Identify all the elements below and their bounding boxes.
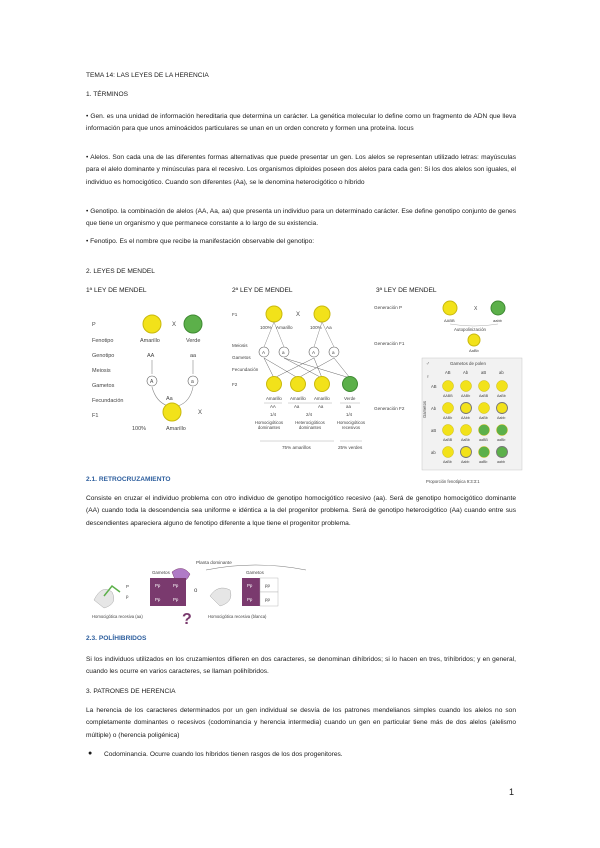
fig2-geno-2: Aa: [294, 404, 300, 409]
fig2-geno-3: Aa: [318, 404, 324, 409]
fig3-f1-label: AaBb: [469, 348, 479, 353]
punnett-genotype: AABb: [443, 416, 453, 420]
fig2-aa-right: Aa: [326, 325, 332, 330]
pea-yellow-parent: [143, 315, 161, 333]
punnett-genotype: AaBb: [497, 394, 506, 398]
punnett-pea: [479, 425, 490, 436]
fig1-amarillo-label: Amarillo: [140, 338, 160, 344]
punnett-pea: [461, 403, 472, 414]
punnett-genotype: AaBb: [479, 416, 488, 420]
fig3-table-header: Gametos de polen: [450, 361, 486, 366]
fig4-cell-r-2: Pp: [247, 597, 253, 602]
fig1-pct: 100%: [132, 426, 147, 432]
fig2-x: X: [296, 312, 301, 318]
fig1-AA: AA: [147, 353, 155, 359]
section-leyes-heading: 2. LEYES DE MENDEL: [86, 268, 155, 275]
punnett-genotype: AaBb: [461, 438, 470, 442]
fig2-pct-right: 100%: [310, 325, 322, 330]
punnett-genotype: AABb: [461, 394, 471, 398]
fig1-gamete-a: a: [191, 379, 194, 385]
punnett-genotype: Aabb: [461, 460, 470, 464]
fig4-top: Planta dominante: [196, 560, 232, 565]
fig2-label-homo-rec: Homocigóticos recesivos: [336, 420, 366, 430]
punnett-genotype: AABB: [443, 394, 453, 398]
patrones-text: La herencia de los caracteres determinados por un gen individual se desvía de los patrones mendelianos simples cuando los alelos no son completamente dominantes o recesivos (codominancia y herencia intermedia) cuando un gen en particular tiene más de dos alelos (alelismo múltiple) o (herencia poligénica): [86, 707, 516, 739]
fig3-row-1: Ab: [431, 406, 437, 411]
fig1-row-fecundacion: Fecundación: [92, 398, 124, 404]
doc-title: TEMA 14: LAS LEYES DE LA HERENCIA: [86, 72, 209, 79]
fig4-or: o: [194, 588, 198, 594]
fig2-bottom-1: Amarillo: [266, 396, 282, 401]
fig2-bottom-4: Verde: [344, 396, 356, 401]
term-genotipo: • Genotipo. la combinación de alelos (AA, Aa, aa) que presenta un individuo para un determinado carácter. Ese define genotipo conjunto de genes que tiene un organismo y que permanece constante a lo largo de su existencia.: [86, 208, 516, 228]
term-alelos: • Alelos. Son cada una de las diferentes formas alternativas que puede presentar un gen. Los alelos se representan utilizado letras: mayúsculas para el alelo dominante y minúsculas para el recesivo. Los organismos diploides poseen dos alelos para cada gen: Si los dos alelos son iguales, el individuo es homocigótico. Cuando son diferentes (Aa), se le denomina heterocigótico o híbrido: [86, 154, 516, 186]
term-gen: • Gen. es una unidad de información hereditaria que determina un carácter. La genética molecular lo define como un fragmento de ADN que lleva información para que unos aminoácidos particulares se unan en un orden concreto y formen una proteína. locus: [86, 113, 516, 133]
pea-green-parent: [184, 315, 202, 333]
ley2-figure: [230, 302, 374, 452]
section-patrones-heading: 3. PATRONES DE HERENCIA: [86, 688, 176, 695]
fig3-col-3: ab: [499, 370, 504, 375]
fig3-col-0: AB: [445, 370, 451, 375]
fig3-col-2: aB: [481, 370, 487, 375]
ley2-heading: 2ª LEY DE MENDEL: [232, 287, 293, 294]
punnett-pea: [497, 447, 508, 458]
svg-text:♂: ♂: [426, 361, 430, 367]
fig2-geno-1: AA: [270, 404, 276, 409]
pea-yellow-f1-right: [314, 306, 330, 322]
fig4-cell-l-0: Pp: [155, 583, 161, 588]
punnett-genotype: AaBB: [479, 394, 489, 398]
fig3-row-0: AB: [431, 384, 437, 389]
codominancia-text: Codominancia. Ocurre cuando los híbridos tienen rasgos de los dos progenitores.: [104, 751, 343, 758]
punnett-pea: [461, 381, 472, 392]
fig1-row-p: P: [92, 322, 96, 328]
fig2-g4: a: [332, 350, 335, 355]
punnett-pea: [443, 447, 454, 458]
fig2-frac-1: 1/4: [270, 412, 277, 417]
punnett-genotype: AaBb: [443, 460, 452, 464]
punnett-pea: [443, 425, 454, 436]
fig3-row-3: ab: [431, 450, 436, 455]
fig3-x: X: [474, 306, 478, 312]
punnett-pea: [479, 447, 490, 458]
fig4-cell-r-0: Pp: [247, 583, 253, 588]
pea-yellow-f1: [163, 403, 181, 421]
fig3-ratio: Proporción fenotípica 9:3:3:1: [426, 479, 480, 484]
ley3-heading: 3ª LEY DE MENDEL: [376, 287, 437, 294]
fig4-left-label: Homocigótica recesiva (aa): [92, 614, 143, 619]
bullet-dot: ●: [88, 750, 93, 757]
fig1-Aa: Aa: [166, 396, 173, 402]
fig4-gametos-left: Gametos: [152, 570, 170, 575]
fig3-gen-f2: Generación F2: [374, 406, 405, 411]
punnett-pea: [497, 425, 508, 436]
fig4-cell-l-3: Pp: [173, 597, 179, 602]
fig4-question: ?: [182, 611, 192, 628]
white-flower-left-icon: [94, 589, 114, 608]
punnett-genotype: Aabb: [497, 416, 506, 420]
fig4-allele-P1: P: [126, 584, 129, 589]
fig4-allele-p1: p: [126, 594, 129, 599]
fig1-row-gametos: Gametos: [92, 383, 115, 389]
fig4-cell-r-1: pp: [265, 583, 270, 588]
fig1-verde-label: Verde: [186, 338, 201, 344]
section-poli-heading: 2.3. POLÍHIBRIDOS: [86, 635, 147, 642]
punnett-pea: [461, 447, 472, 458]
punnett-genotype: AaBB: [443, 438, 453, 442]
punnett-genotype: aaBb: [479, 460, 488, 464]
fig2-g2: a: [282, 350, 285, 355]
fig3-aabb: aabb: [493, 318, 502, 323]
pea-f2-4: [343, 377, 358, 392]
white-flower-mid-icon: [210, 588, 231, 606]
punnett-pea: [479, 403, 490, 414]
fig2-label-hetero: Heterocigóticos dominantes: [295, 420, 325, 430]
fig2-total-verdes: 25% verdes: [338, 445, 363, 450]
page-number: 1: [509, 787, 515, 797]
pea-aabb-yellow: [443, 301, 457, 315]
fig2-pct-left: 100%: [260, 325, 272, 330]
fig1-aa: aa: [190, 353, 197, 359]
fig2-g3: A: [312, 350, 316, 355]
fig2-row-meiosis: Meiosis: [232, 343, 248, 348]
punnett-genotype: aaBb: [497, 438, 506, 442]
fig2-f1: F1: [232, 312, 238, 317]
fig2-geno-4: aa: [346, 404, 351, 409]
ley3-figure: [374, 298, 524, 488]
fig3-gen-f1: Generación F1: [374, 341, 405, 346]
fig3-gen-p: Generación P: [374, 305, 403, 310]
pea-f2-3: [315, 377, 330, 392]
fig4-cell-l-1: Pp: [173, 583, 179, 588]
punnett-pea: [479, 381, 490, 392]
fig4-cell-l-2: Pp: [155, 597, 161, 602]
punnett-pea: [497, 403, 508, 414]
retro-text: Consiste en cruzar el individuo problema con otro individuo de genotipo homocigótico recesivo (aa). Será de genotipo homocigótico dominante (AA) cuando toda la descendencia sea uniforme e idéntica a la del progenitor problema. Será de genotipo heterocigótico (Aa) cuando entre sus descendientes apareciera alguno de fenotipo diferente a lque tiene el progenitor problema.: [86, 495, 516, 527]
poli-text: Si los individuos utilizados en los cruzamientos difieren en dos caracteres, se denominan dihíbridos; si lo hacen en tres, trihíbridos; y en general, cuando les ocurre en varios caracteres, se llaman polihíbridos.: [86, 656, 516, 676]
retro-figure: [86, 556, 416, 628]
fig3-autopol: Autopolinización: [454, 327, 486, 332]
punnett-genotype: AAbb: [461, 416, 470, 420]
fig2-label-homo-dom: Homocigóticos dominantes: [254, 420, 284, 430]
fig3-col-1: Ab: [463, 370, 469, 375]
fig2-row-f2: F2: [232, 382, 238, 387]
punnett-pea: [497, 381, 508, 392]
fig1-row-fenotipo: Fenotipo: [92, 338, 114, 344]
punnett-pea: [443, 403, 454, 414]
term-fenotipo: • Fenotipo. Es el nombre que recibe la manifestación observable del genotipo:: [86, 238, 315, 245]
fig2-bottom-3: Amarillo: [314, 396, 330, 401]
pea-f2-1: [267, 377, 282, 392]
svg-text:♀: ♀: [426, 374, 430, 380]
ley1-heading: 1ª LEY DE MENDEL: [86, 287, 147, 294]
fig3-gametos-side: Gametos: [422, 401, 427, 418]
fig1-amarillo-f1: Amarillo: [166, 426, 186, 432]
punnett-pea: [461, 425, 472, 436]
fig1-cross: X: [172, 322, 177, 328]
fig4-right-label: Homocigótica recesiva (blanca): [208, 614, 267, 619]
fig2-bottom-2: Amarillo: [290, 396, 306, 401]
pea-f1-aabb: [468, 334, 480, 346]
pea-f2-2: [291, 377, 306, 392]
fig2-total-amarillos: 75% amarillos: [282, 445, 311, 450]
section-retro-heading: 2.1. RETROCRUZAMIENTO: [86, 476, 171, 483]
pea-aabb-green: [491, 301, 505, 315]
fig4-gametos-right: Gametos: [246, 570, 264, 575]
fig2-row-gametos: Gametos: [232, 355, 251, 360]
punnett-genotype: aaBB: [479, 438, 488, 442]
fig2-g1: A: [262, 350, 266, 355]
punnett-genotype: aabb: [497, 460, 505, 464]
fig2-frac-2: 2/4: [306, 412, 313, 417]
punnett-pea: [443, 381, 454, 392]
fig1-row-genotipo: Genotipo: [92, 353, 115, 359]
fig1-row-f1: F1: [92, 413, 99, 419]
fig1-cross-2: X: [198, 410, 203, 416]
section-terminos-heading: 1. TÉRMINOS: [86, 91, 129, 98]
pea-yellow-f1-left: [266, 306, 282, 322]
fig2-amarillo-left: Amarillo: [276, 325, 293, 330]
fig3-AABB: AABB: [444, 318, 455, 323]
fig4-cell-r-3: pp: [265, 597, 270, 602]
ley1-figure: [86, 302, 222, 434]
fig3-row-2: aB: [431, 428, 437, 433]
fig1-gamete-A: A: [150, 379, 154, 385]
fig1-row-meiosis: Meiosis: [92, 368, 111, 374]
fig2-row-fecundacion: Fecundación: [232, 367, 259, 372]
fig2-frac-3: 1/4: [346, 412, 353, 417]
